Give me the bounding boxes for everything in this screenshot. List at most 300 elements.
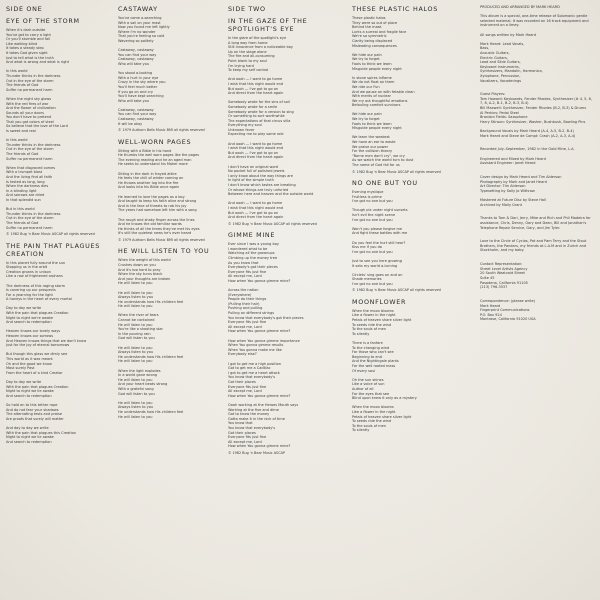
lyric-line: And what is wrong and what is right bbox=[6, 60, 70, 65]
song-title: IN THE GAZE OF THE SPOTLIGHT'S EYE bbox=[228, 17, 308, 33]
lyric-line: Heaven knows our sorrows bbox=[6, 334, 54, 339]
lyric-line: Working at the five and dime bbox=[228, 407, 279, 412]
lyric-line: We ride our Fun bbox=[352, 84, 380, 89]
lyric-line: If you go on and cry bbox=[118, 89, 153, 94]
lyric-line: And looks into his Bible once again bbox=[118, 185, 180, 190]
lyric-line: With the pain that plagues this Creation bbox=[6, 430, 76, 435]
lyric-line: Just to tell what is the truth bbox=[6, 55, 54, 60]
lyric-line: You can find your way bbox=[118, 52, 157, 57]
lyric-line: In this planet fully around the sun bbox=[6, 260, 66, 265]
lyric-line: To the souls of men bbox=[352, 327, 387, 332]
song-title: WELL-WORN PAGES bbox=[118, 137, 192, 146]
lyric-line: That you're feeling so cold bbox=[118, 34, 165, 39]
lyric-line: The darkness of this raging storm bbox=[6, 283, 66, 288]
lyric-line: To seeds ride the wind bbox=[352, 322, 392, 327]
lyric-line: This world as it was meant bbox=[6, 357, 53, 361]
lyric-line: Across the nation bbox=[228, 288, 259, 293]
lyric-line: He will listen to you bbox=[118, 359, 153, 364]
lyric-line: A long way from home bbox=[228, 40, 268, 45]
lyric-line: He throws another log into the fire bbox=[118, 180, 179, 185]
lyric-line: He thinks of all the times they've met his eyes bbox=[118, 226, 200, 231]
lyric-line: 20 South Weatvoid Street bbox=[480, 271, 525, 276]
lyric-line: Castaway, castaway bbox=[118, 107, 154, 112]
lyric-line: Night to night we're awake bbox=[6, 315, 54, 320]
lyric-line: Sounds all your doors bbox=[6, 110, 44, 115]
lyric-line: Misleading consequences bbox=[352, 43, 397, 48]
lyric-line: And sorrows are dried bbox=[6, 193, 45, 198]
lyric-line: (Pulling their hair) bbox=[228, 301, 260, 306]
lyric-line: He will listen to you bbox=[118, 322, 153, 327]
lyric-line: Al Perkins: Pedal Steel bbox=[480, 110, 519, 115]
lyric-line: How when You gonna gimme mine? bbox=[228, 278, 291, 283]
lyric-line: Everything my soul bbox=[228, 123, 262, 128]
lyric-line: Is covering up our prospects bbox=[6, 288, 56, 293]
lyric-line: For a yearning for the light bbox=[6, 292, 53, 297]
lyric-line: The friends of God bbox=[6, 83, 39, 88]
lyric-line: Wavering so politely bbox=[118, 38, 154, 43]
lyric-line: Most surely Past bbox=[6, 366, 35, 371]
lyric-line: Creation groans in unison bbox=[6, 269, 51, 274]
lyric-line: Everyone fits just fine bbox=[228, 269, 267, 274]
lyric-line: Thunder thinks in the darkness bbox=[6, 211, 61, 216]
lyric-line: Somebody wrote for a smile bbox=[228, 104, 278, 109]
lyric-line: When the light explodes bbox=[118, 368, 161, 373]
lyric-line: When You gonna make me like bbox=[228, 347, 282, 352]
lyric-line: Blind upon knew it only as a mystery bbox=[352, 396, 417, 401]
lyric-line: Guest Players: bbox=[480, 92, 506, 97]
lyric-line: Is tested as long, long bbox=[6, 179, 45, 184]
lyric-line: Night to night we lie awake bbox=[6, 389, 54, 394]
lyric-line: Somebody wrote for the sins of soil bbox=[228, 100, 290, 105]
lyric-line: "Borne men don't cry", we cry bbox=[352, 153, 405, 158]
song-title: MOONFLOWER bbox=[352, 297, 407, 306]
lyric-line: These plastic halos bbox=[352, 16, 386, 20]
lyric-line: I got to get me a heart attack bbox=[228, 370, 280, 375]
lyric-line: To the souls of men bbox=[352, 423, 387, 428]
lyric-line: Night to night we lie awake bbox=[6, 435, 54, 440]
lyric-line: We try to forget bbox=[352, 57, 380, 62]
lyric-line: Up on the stage alone bbox=[228, 49, 267, 54]
lyric-line: And he knows the old familiar words bbox=[118, 222, 182, 227]
lyric-line: And Heaven knows things that we don't know bbox=[6, 338, 87, 343]
side-heading: SIDE ONE bbox=[6, 5, 43, 13]
copyright: © 1982 Bug 'n Bear Music ASCAP all rights reserved bbox=[352, 288, 441, 293]
lyric-line: In a blinding light bbox=[6, 188, 37, 193]
song-title: THE PAIN THAT PLAGUES CREATION bbox=[6, 241, 101, 258]
lyric-line: For the well rooted mass bbox=[352, 364, 396, 368]
lyric-line: I only know about the way things are bbox=[228, 173, 293, 178]
lyric-line: Or you'll stumble and fall bbox=[6, 37, 51, 42]
lyric-line: Watching all the grownups bbox=[228, 251, 275, 256]
lyric-line: You don't have to pretend bbox=[6, 115, 52, 120]
lyric-line: All songs written by Mark Heard bbox=[480, 32, 536, 37]
lyric-line: Oooh working at the Heroes Mouth says bbox=[228, 402, 299, 407]
copyright: © 1982 Bug 'n Bear Music ASCAP all rights reserved bbox=[6, 232, 95, 237]
song-title: GIMME MINE bbox=[228, 231, 276, 240]
lyric-line: Suffer no permanent harm bbox=[6, 156, 53, 161]
lyric-line: He will listen to you bbox=[118, 290, 153, 295]
lyrics bbox=[352, 309, 450, 433]
lyric-line: Castaway, castaway bbox=[118, 117, 154, 122]
lyric-line: Love to the Circle of Cyclos, Pat and Pam Terry and the Stout Brothers, the Pandars, my friends at L.A.M and in Zurich and Stockholm, and my baby. bbox=[480, 239, 587, 253]
side-heading: SIDE TWO bbox=[228, 5, 266, 13]
lyric-line: Bill Maxwell: Synthesizer, Fender Rhodes (B-2, B-3) & Drums bbox=[480, 106, 587, 111]
lyric-line: You've come a-searching bbox=[118, 16, 162, 20]
lyric-line: Or something to sort worthwhile bbox=[228, 114, 285, 119]
lyric-line: Or whose things are truly unfurled bbox=[228, 187, 289, 192]
lyric-line: Shade memories bbox=[352, 277, 382, 282]
lyric-line: He will listen to you bbox=[118, 414, 153, 419]
lyric-line: Got to know the money bbox=[228, 412, 270, 417]
lyric-line: Are proofs that surely will matter bbox=[6, 416, 64, 421]
lyric-line: Typesetting by Sally Jo Withrow bbox=[480, 188, 535, 193]
lyric-line: And it's too hard to pray bbox=[118, 267, 161, 272]
lyric-line: With the red fires of war bbox=[6, 101, 49, 106]
lyric-line: The fire and all-consuming bbox=[228, 54, 275, 59]
lyric-line: Unknown fever bbox=[228, 127, 255, 132]
lyric-line: I've got no one but you bbox=[352, 249, 393, 254]
lyric-line: Background Vocals by Mark Heard (A-4, A-5, B-2, B-4) bbox=[480, 129, 574, 134]
lyric-line: We learn the weakest bbox=[352, 135, 390, 140]
lyric-line: Like a flower in the night bbox=[352, 409, 396, 414]
lyric-line: Out in the eye of the storm bbox=[6, 216, 54, 221]
lyric-line: Assistant Engineer: Janet Heard bbox=[480, 161, 536, 166]
lyric-line: And oooh — I want to go home bbox=[228, 77, 283, 82]
lyric-line: In a world gone wrong bbox=[118, 373, 158, 378]
copyright: © 1982 Bug 'n Bear Music ASCAP bbox=[228, 450, 285, 455]
lyric-line: Somebody wrote for a version to sing bbox=[228, 109, 294, 114]
lyric-line: Fools to think we learn bbox=[352, 121, 392, 126]
lyric-line: Beginning to end bbox=[352, 354, 382, 359]
lyric-line: Got to get me a Cadillac bbox=[228, 366, 271, 371]
lyric-line: Bass, bbox=[480, 46, 490, 51]
lyric-line: For the eyes that see bbox=[352, 391, 390, 396]
lyric-line: No pocket full of polished jewels bbox=[228, 169, 285, 174]
lyric-line: And the Nightingale plants bbox=[352, 359, 399, 364]
lyric-line: Who will take you bbox=[118, 98, 149, 103]
lyric-line: And day to day we write bbox=[6, 425, 49, 430]
lyric-line: Xylophone, Percussion, bbox=[480, 73, 521, 78]
lyric-line: I've got no one but you bbox=[352, 281, 393, 286]
lyric-line: Suffer no permanent harm bbox=[6, 225, 53, 230]
lyric-line: Lead and Slide Guitars, bbox=[480, 60, 521, 65]
lyric-line: You'll have kept searching bbox=[118, 94, 164, 99]
lyric-line: Day to day we write bbox=[6, 379, 42, 384]
lyric-line: Like a row of frightened orphans bbox=[6, 274, 63, 279]
lyric-line: In the pouring rain bbox=[118, 331, 151, 336]
lyric-line: Of every soul bbox=[352, 368, 376, 373]
lyric-line: I'm trying hard bbox=[228, 63, 254, 68]
lyric-line: It will be okay bbox=[118, 121, 143, 126]
lyric-line: Misguide people every night bbox=[352, 126, 402, 131]
lyric-line: Evening mystique bbox=[352, 190, 384, 194]
lyric-line: As we watch the world turn to dust bbox=[352, 158, 414, 163]
lyric-line: Thunder thinks in the darkness bbox=[6, 73, 61, 78]
lyric-line: Lurks a surreal and fragile face bbox=[352, 29, 407, 34]
lyric-line: And direct from the heart again bbox=[228, 215, 284, 220]
lyric-line: With a grateful song bbox=[118, 386, 154, 391]
lyric-line: Pulling on different strings bbox=[228, 311, 275, 316]
lyric-line: I wish that this night would end bbox=[228, 81, 284, 86]
lyric-line: Everybody else? bbox=[228, 352, 257, 357]
lyric-line: When that disgraced comes bbox=[6, 165, 56, 170]
column-1 bbox=[6, 5, 104, 444]
lyric-line: Always listen to you bbox=[118, 295, 154, 300]
copyright: © 1982 Bug 'n Bear Music ASCAP all rights reserved bbox=[228, 221, 317, 226]
lyric-line: Sitting in the dark in frayed attire bbox=[118, 171, 177, 176]
lyrics bbox=[228, 36, 326, 220]
lyric-line: P.O. Box 924 bbox=[480, 312, 502, 317]
lyric-line: All except me, Lord bbox=[228, 439, 262, 444]
lyric-line: All except me, Lord bbox=[228, 389, 262, 394]
lyric-line: Sitting with a Bible in his hand bbox=[118, 148, 172, 153]
lyric-line: In light of the simple truth bbox=[228, 178, 274, 183]
copyright: © 1982 Bug 'n Bear Music ASCAP all rights reserved bbox=[352, 169, 441, 174]
lyric-line: Castaway, castaway bbox=[118, 48, 154, 53]
lyric-line: Now you found me left lightly bbox=[118, 25, 170, 30]
lyric-line: In that splendid sun bbox=[6, 197, 41, 202]
lyric-line: Out in the eye of the storm bbox=[6, 147, 54, 152]
lyric-line: Fools to think we learn bbox=[352, 61, 392, 66]
lyric-line: He learned to love the pages as a boy bbox=[118, 194, 185, 199]
lyric-line: And oooh — I want to go home bbox=[228, 201, 283, 206]
lyric-line: Everyone fits just fine bbox=[228, 435, 267, 440]
lyric-line: There is a fanfare bbox=[352, 341, 383, 346]
lyric-line: The friends of God bbox=[6, 152, 39, 157]
lyric-line: Between here and heaven and the outside world bbox=[228, 192, 314, 197]
lyric-line: A honeys in the heart of every mortal bbox=[6, 297, 72, 302]
lyric-line: Out in the eye of the storm bbox=[6, 78, 54, 83]
lyric-line: Climbing up the money tree bbox=[228, 255, 278, 260]
lyric-line: God will listen to you bbox=[118, 336, 155, 341]
lyric-line: Day to day we write bbox=[6, 306, 42, 311]
lyric-line: The evening reading and he an aged man bbox=[118, 157, 192, 162]
lyric-line: Is sweet and real bbox=[6, 129, 36, 134]
lyric-line: I've got no one but you bbox=[352, 199, 393, 204]
lyric-line: Suffer no permanent harm bbox=[6, 87, 53, 92]
lyric-line: We're so symmetric bbox=[352, 34, 387, 39]
lyrics bbox=[118, 258, 216, 419]
lyric-line: Harry Stinson: Synthesizer, Washer, Bushbush, Bowling Pins bbox=[480, 119, 586, 124]
lyric-line: When the darkness dies bbox=[6, 184, 49, 189]
lyric-line: Electric Guitars, bbox=[480, 55, 508, 60]
lyric-line: Point blank to my soul bbox=[228, 58, 267, 63]
lyric-line: Everyone fits just fine bbox=[228, 384, 267, 389]
lyric-line: I got to get me a high position bbox=[228, 361, 282, 366]
lyric-line: Misguide people every night bbox=[352, 66, 402, 71]
lyric-line: He will listen to you bbox=[118, 281, 153, 286]
lyric-line: In the glare of the spotlight's eye bbox=[228, 36, 287, 40]
lyric-line: How when You gonna gimme mine? bbox=[228, 444, 291, 449]
lyric-line: Street Level Artists Agency bbox=[480, 266, 528, 271]
lyric-line: Mark Heard: Lead Vocals, bbox=[480, 41, 525, 46]
lyric-line: Mark Heard and Steve de Compt: Crash (A-2, A-3, A-4) bbox=[480, 133, 576, 138]
lyric-line: Always listen to you bbox=[118, 350, 154, 355]
lyric-line: We hide our pain bbox=[352, 52, 382, 57]
lyric-line: Like a voice of sun bbox=[352, 382, 385, 387]
lyric-line: The years had somehow left him with a song bbox=[118, 208, 197, 213]
lyric-line: He will listen to you bbox=[118, 400, 153, 405]
lyric-line: When the moon blooms bbox=[352, 405, 394, 410]
lyric-line: You can find your way bbox=[118, 112, 157, 117]
lyrics bbox=[6, 28, 104, 230]
lyric-line: All except me, Lord bbox=[228, 274, 262, 279]
lyric-line: Always listen to you bbox=[118, 405, 154, 410]
lyric-line: It sets my world a-turning bbox=[352, 263, 398, 268]
lyrics bbox=[6, 261, 104, 445]
lyric-line: Montrose, California 91020 USA bbox=[480, 317, 536, 322]
lyric-line: Fruitless is prime bbox=[352, 194, 382, 199]
lyric-line: He feels the chill of winter coming on bbox=[118, 176, 184, 181]
lyric-line: And search to redemption bbox=[6, 320, 52, 325]
lyric-line: And do not fear your shadows bbox=[6, 407, 59, 412]
lyric-line: In this world bbox=[6, 138, 28, 143]
column-2 bbox=[118, 5, 216, 419]
lyrics bbox=[118, 149, 216, 236]
song-title: CASTAWAY bbox=[118, 5, 158, 13]
lyric-line: It's still the quietest news he's ever heard bbox=[118, 231, 192, 236]
lyric-line: With the pain that plagues Creation bbox=[6, 311, 69, 316]
lyric-line: To silently bbox=[352, 428, 370, 433]
lyric-line: Petals of heaven share silver light bbox=[352, 414, 412, 419]
lyric-line: Cover design by Mark Heard and Tim Alderson bbox=[480, 174, 562, 179]
lyric-line: We do not float on them bbox=[352, 80, 395, 85]
lyric-line: But oooh — I've got to go on bbox=[228, 210, 279, 215]
lyric-line: With the pain that plagues Creation bbox=[6, 384, 69, 389]
lyric-line: Circlets' sing goes on and on bbox=[352, 272, 403, 277]
lyric-line: Brandon Fields: Saxophone bbox=[480, 115, 528, 120]
lyric-line: I wondered what to be bbox=[228, 246, 268, 251]
lyric-line: (Everywhere) bbox=[228, 292, 252, 297]
lyric-line: And the living find all faith bbox=[6, 175, 53, 179]
lyric-line: With a trumpet blast bbox=[6, 170, 43, 175]
lyric-line: And the flower of civilization bbox=[6, 106, 56, 111]
lyrics bbox=[118, 16, 216, 126]
lyric-line: Mastered at Future Disc by Steve Hall bbox=[480, 197, 546, 202]
lyric-line: Like a flower in the night bbox=[352, 313, 396, 318]
lyric-line: Thanks to Tom & Dari, Jerry, Mike and Rich and Phil Madeira for assistance, Chris, Denny, Gary and Dean, Bill and Jonathan's Telephone Repair Service, Gary, and Jim Tyler. bbox=[480, 216, 591, 230]
lyric-line: Keyboard Instruments, bbox=[480, 64, 520, 69]
lyric-line: We hide our pain bbox=[352, 112, 382, 117]
lyric-line: Correspondence: (please write) bbox=[480, 299, 535, 303]
lyric-line: Just for the joy of eternal tomorrows bbox=[6, 343, 70, 348]
lyric-line: And your heart beats strong bbox=[118, 382, 168, 387]
copyright: © 1979 Authorn Bells Music BMI all rights reserved bbox=[118, 128, 205, 133]
lyric-line: Clarity being displaced bbox=[352, 38, 393, 43]
lyric-line: Do you feel the hurt still hear? bbox=[352, 240, 406, 245]
lyric-line: As you know that bbox=[228, 260, 259, 265]
lyric-line: Oh the sun shines bbox=[352, 377, 384, 382]
lyric-line: We praise our power bbox=[352, 144, 389, 149]
lyric-line: And search to redemption bbox=[6, 393, 52, 398]
lyric-line: Cannot be contained bbox=[118, 318, 155, 323]
lyric-line: Still innocence from a noticeable boy bbox=[228, 45, 293, 50]
lyric-line: We have an ear to waste bbox=[352, 140, 396, 145]
lyric-line: And we pause on with fetable clean bbox=[352, 89, 415, 94]
lyric-line: Gotta make it in the nick of time bbox=[228, 416, 285, 421]
lyric-line: Like walking blind bbox=[6, 41, 38, 46]
lyric-line: How when You gonna gimme importance bbox=[228, 338, 300, 343]
lyric-line: From the heart of a kind Creator bbox=[6, 370, 63, 375]
lyric-line: Kiss me if you do bbox=[352, 245, 382, 250]
lyric-line: In stone spires inflame bbox=[352, 75, 392, 80]
lyric-line: Expecting me to play some role bbox=[228, 132, 284, 137]
lyric-line: You know that everybody's got their pieces bbox=[228, 315, 304, 320]
lyric-line: To seeds ride the wind bbox=[352, 419, 392, 424]
lyric-line: I wish that this night would end bbox=[228, 205, 284, 210]
lyric-line: Suite 45 bbox=[480, 276, 495, 281]
lyric-line: You know that bbox=[228, 421, 253, 426]
lyric-line: The expectations of that circus villa bbox=[228, 118, 291, 123]
lyric-line: With a sail on your mast bbox=[118, 20, 161, 25]
lyric-line: But oooh — I've got to go on bbox=[228, 150, 279, 155]
lyrics bbox=[352, 190, 450, 286]
lyric-line: Recorded July–September, 1982 in the Gold Mine, L.A. bbox=[480, 147, 575, 152]
lyric-line: He will listen to you bbox=[118, 377, 153, 382]
lyric-line: You know that everybody's bbox=[228, 375, 276, 380]
lyric-line: Fingerprint Communications bbox=[480, 308, 530, 313]
lyric-line: Acoustic Guitars, bbox=[480, 50, 510, 55]
lyric-line: For the collision theory bbox=[352, 149, 393, 154]
credits bbox=[480, 5, 592, 322]
lyric-line: Engineered and Mixed by Mark Heard bbox=[480, 156, 546, 161]
song-title: NO ONE BUT YOU bbox=[352, 179, 418, 187]
lyric-line: Pasadena, California 91105 bbox=[480, 280, 528, 285]
lyric-line: And fight these battles with me bbox=[352, 231, 408, 236]
lyric-line: Petals of heaven share silver light bbox=[352, 318, 412, 323]
lyric-line: PRODUCED AND ARRANGED BY MARK HEARD bbox=[480, 5, 560, 9]
lyric-line: I don't have an original word bbox=[228, 164, 279, 169]
lyric-line: He will listen to you bbox=[118, 304, 153, 309]
lyric-line: To keep my self control bbox=[228, 68, 269, 73]
lyric-line: Befouling comfort survivors bbox=[352, 103, 401, 108]
lyric-line: Archived by Molly Grant bbox=[480, 202, 523, 207]
lyric-line: Where I'm no wonder bbox=[118, 29, 156, 34]
lyric-line: He understands how His children feel bbox=[118, 299, 184, 304]
lyric-line: He thumbs the well worn pages like the pages bbox=[118, 153, 200, 158]
lyric-line: I've got no one but you bbox=[352, 217, 393, 222]
copyright: © 1979 Authorn Bells Music BMI all rights reserved bbox=[118, 237, 205, 242]
lyric-line: They were so out of place bbox=[352, 20, 398, 25]
lyrics bbox=[352, 16, 450, 168]
lyric-line: For those who can't see bbox=[352, 350, 394, 355]
lyric-line: Photography by Mark and Janet Heard bbox=[480, 179, 547, 184]
lyric-line: Behind the mask bbox=[352, 25, 382, 30]
lyric-line: Ever since I was a young boy bbox=[228, 242, 279, 247]
lyric-line: The rough and shaky finger across the lines bbox=[118, 217, 195, 222]
lyric-line: When the night sky glows bbox=[6, 96, 52, 101]
lyric-line: He understands how His children feel bbox=[118, 409, 184, 414]
lyric-line: I wish that this night would end bbox=[228, 146, 284, 151]
lyric-line: And oooh — I want to go home bbox=[228, 141, 283, 146]
lyric-line: Crushes down on you bbox=[118, 262, 156, 267]
lyric-line: With a hurt in your eye bbox=[118, 75, 159, 80]
lyric-line: When it's dark outside bbox=[6, 28, 46, 32]
lyric-line: Stopping us in the orbit bbox=[6, 265, 48, 270]
lyric-line: Contact Representation: bbox=[480, 262, 523, 267]
lyric-line: Author of all bbox=[352, 386, 374, 391]
lyric-line: Mark Heard bbox=[480, 303, 501, 308]
lyric-line: The name of God fall for us bbox=[352, 163, 400, 167]
lyric-line: Oh and the good we know bbox=[6, 361, 52, 366]
lyric-line: You'll feel much better bbox=[118, 84, 158, 89]
column-4 bbox=[352, 5, 450, 433]
lyric-line: We try to forget bbox=[352, 117, 380, 122]
lyric-line: He will listen to you bbox=[118, 345, 153, 350]
lyric-line: So believe that the love of the Lord bbox=[6, 124, 68, 129]
lyric-line: The friends of God bbox=[6, 220, 39, 225]
lyric-line: Pushing and pulling bbox=[228, 306, 263, 311]
